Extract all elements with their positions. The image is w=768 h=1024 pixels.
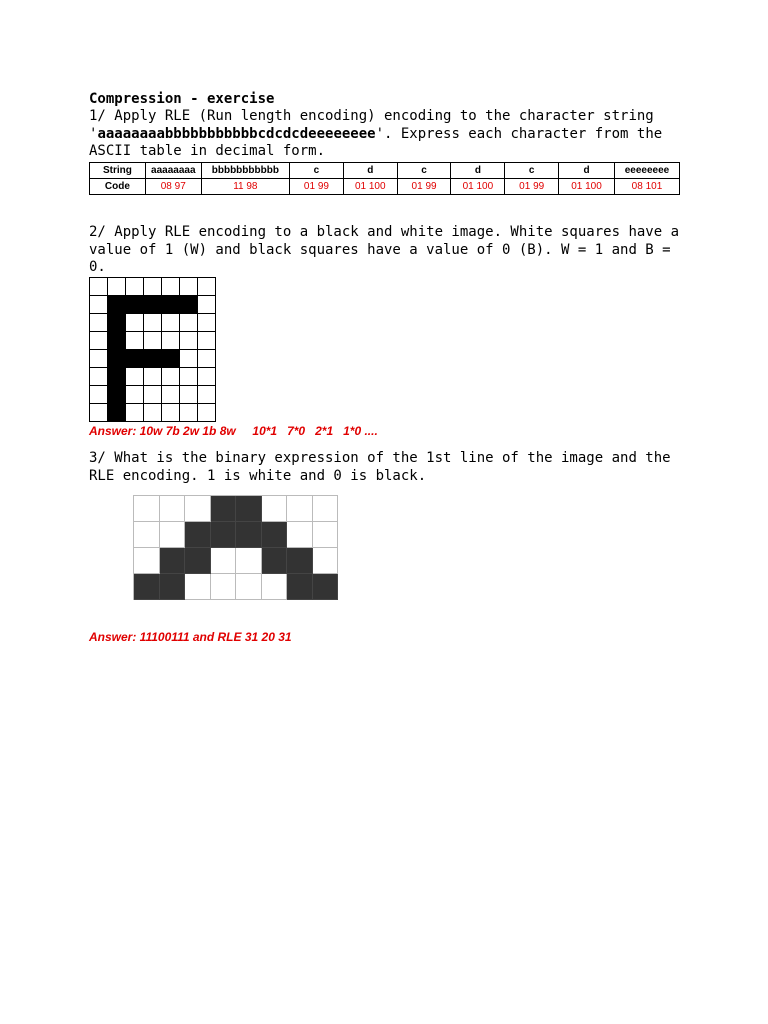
white-square: [313, 522, 339, 548]
white-square: [236, 548, 262, 574]
white-square: [144, 368, 162, 386]
white-square: [108, 278, 126, 296]
pattern-pixel-grid: [133, 495, 338, 600]
table-row-code: [90, 179, 680, 195]
black-square: [108, 314, 126, 332]
white-square: [126, 368, 144, 386]
white-square: [180, 386, 198, 404]
string-cell: d: [451, 163, 505, 179]
white-square: [180, 314, 198, 332]
row-header-string: String: [90, 163, 146, 179]
code-cell: 01 99: [397, 179, 451, 195]
white-square: [198, 350, 216, 368]
question-2-text: 2/ Apply RLE encoding to a black and white image. White squares have a value of 1 (W) and black squares have a value of 0 (B). W = 1 and B = 0.: [89, 224, 688, 275]
white-square: [162, 404, 180, 422]
white-square: [90, 296, 108, 314]
q1-text-before: 1/ Apply RLE (Run length encoding) encoding to the character string ': [89, 108, 663, 142]
rle-code-table: [89, 162, 680, 195]
white-square: [313, 548, 339, 574]
black-square: [313, 574, 339, 600]
white-square: [198, 278, 216, 296]
letter-f-pixel-grid: [89, 277, 216, 422]
white-square: [287, 522, 313, 548]
q1-string: aaaaaaaabbbbbbbbbbbcdcdcdeeeeeeee: [97, 125, 376, 142]
white-square: [185, 574, 211, 600]
white-square: [126, 314, 144, 332]
string-cell: eeeeeeee: [614, 163, 679, 179]
black-square: [162, 296, 180, 314]
white-square: [144, 314, 162, 332]
white-square: [180, 332, 198, 350]
white-square: [134, 496, 160, 522]
black-square: [126, 296, 144, 314]
white-square: [262, 496, 288, 522]
black-square: [160, 574, 186, 600]
black-square: [185, 522, 211, 548]
white-square: [198, 368, 216, 386]
black-square: [262, 548, 288, 574]
black-square: [185, 548, 211, 574]
black-square: [108, 386, 126, 404]
black-square: [134, 574, 160, 600]
string-cell: d: [343, 163, 397, 179]
black-square: [162, 350, 180, 368]
q1-text-after: '. Express each character from the ASCII table in decimal form.: [89, 125, 671, 159]
white-square: [162, 278, 180, 296]
black-square: [108, 368, 126, 386]
white-square: [160, 522, 186, 548]
black-square: [262, 522, 288, 548]
string-cell: bbbbbbbbbbb: [201, 163, 289, 179]
string-cell: c: [290, 163, 344, 179]
string-cell: aaaaaaaa: [145, 163, 201, 179]
white-square: [198, 314, 216, 332]
white-square: [134, 522, 160, 548]
string-cell: c: [397, 163, 451, 179]
white-square: [126, 332, 144, 350]
black-square: [108, 296, 126, 314]
table-row-string: [90, 163, 680, 179]
black-square: [108, 332, 126, 350]
white-square: [236, 574, 262, 600]
white-square: [180, 278, 198, 296]
black-square: [236, 496, 262, 522]
white-square: [90, 278, 108, 296]
black-square: [144, 296, 162, 314]
row-header-code: Code: [90, 179, 146, 195]
white-square: [90, 368, 108, 386]
black-square: [287, 574, 313, 600]
question-3-text: 3/ What is the binary expression of the 1st line of the image and the RLE encoding. 1 is white and 0 is black.: [89, 450, 680, 484]
string-cell: d: [559, 163, 615, 179]
black-square: [160, 548, 186, 574]
code-cell: 08 97: [145, 179, 201, 195]
string-cell: c: [505, 163, 559, 179]
white-square: [144, 278, 162, 296]
white-square: [160, 496, 186, 522]
white-square: [162, 386, 180, 404]
white-square: [313, 496, 339, 522]
white-square: [180, 404, 198, 422]
white-square: [162, 332, 180, 350]
black-square: [144, 350, 162, 368]
white-square: [198, 332, 216, 350]
page-title: Compression - exercise: [89, 91, 275, 107]
white-square: [180, 350, 198, 368]
white-square: [126, 386, 144, 404]
code-cell: 01 99: [290, 179, 344, 195]
black-square: [126, 350, 144, 368]
white-square: [90, 332, 108, 350]
black-square: [287, 548, 313, 574]
black-square: [108, 350, 126, 368]
code-cell: 01 100: [559, 179, 615, 195]
white-square: [198, 296, 216, 314]
question-2-answer: Answer: 10w 7b 2w 1b 8w 10*1 7*0 2*1 1*0 ....: [89, 424, 378, 438]
black-square: [236, 522, 262, 548]
white-square: [162, 368, 180, 386]
white-square: [211, 548, 237, 574]
code-cell: 08 101: [614, 179, 679, 195]
black-square: [180, 296, 198, 314]
code-cell: 01 100: [451, 179, 505, 195]
white-square: [144, 404, 162, 422]
white-square: [90, 350, 108, 368]
code-cell: 01 99: [505, 179, 559, 195]
black-square: [211, 522, 237, 548]
white-square: [185, 496, 211, 522]
white-square: [198, 386, 216, 404]
white-square: [262, 574, 288, 600]
white-square: [90, 404, 108, 422]
code-cell: 01 100: [343, 179, 397, 195]
black-square: [108, 404, 126, 422]
white-square: [144, 332, 162, 350]
white-square: [134, 548, 160, 574]
white-square: [198, 404, 216, 422]
question-3-answer: Answer: 11100111 and RLE 31 20 31: [89, 630, 292, 644]
white-square: [90, 314, 108, 332]
white-square: [126, 278, 144, 296]
white-square: [287, 496, 313, 522]
white-square: [144, 386, 162, 404]
black-square: [211, 496, 237, 522]
white-square: [180, 368, 198, 386]
question-1-text: [89, 108, 689, 161]
white-square: [162, 314, 180, 332]
white-square: [126, 404, 144, 422]
white-square: [90, 386, 108, 404]
code-cell: 11 98: [201, 179, 289, 195]
white-square: [211, 574, 237, 600]
